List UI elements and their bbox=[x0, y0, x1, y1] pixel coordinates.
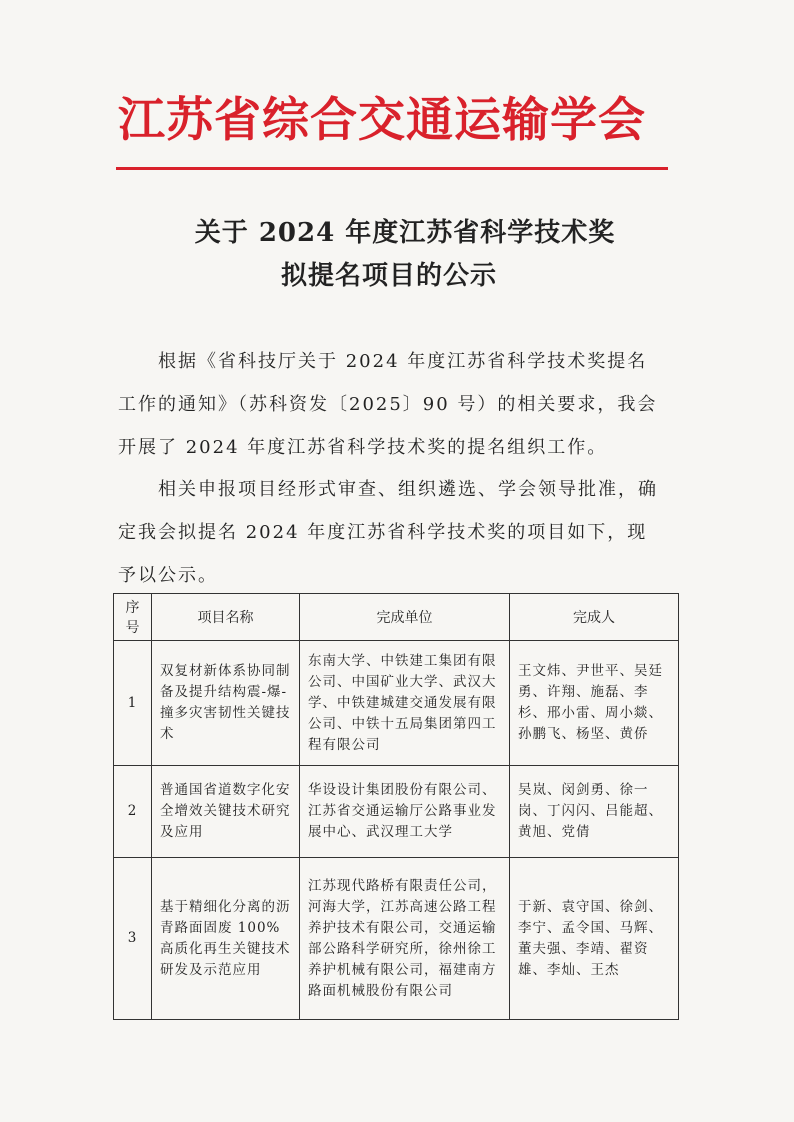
row-project-name: 双复材新体系协同制备及提升结构震-爆-撞多灾害韧性关键技术 bbox=[152, 641, 300, 766]
notice-title-line2: 拟提名项目的公示 bbox=[280, 261, 497, 291]
row-people: 王文炜、尹世平、吴廷勇、许翔、施磊、李杉、邢小雷、周小燚、孙鹏飞、杨坚、黄侨 bbox=[510, 641, 679, 766]
row-units: 华设设计集团股份有限公司、江苏省交通运输厅公路事业发展中心、武汉理工大学 bbox=[300, 766, 510, 858]
body-paragraph-2: 相关申报项目经形式审查、组织遴选、学会领导批准，确定我会拟提名 2024 年度江苏省科学技术奖的项目如下，现予以公示。 bbox=[118, 479, 658, 586]
row-project-name: 普通国省道数字化安全增效关键技术研究及应用 bbox=[152, 766, 300, 858]
row-num: 1 bbox=[114, 641, 152, 766]
row-units: 东南大学、中铁建工集团有限公司、中国矿业大学、武汉大学、中铁建城建交通发展有限公司、中铁十五局集团第四工程有限公司 bbox=[300, 641, 510, 766]
notice-title-line1: 关于 2024 年度江苏省科学技术奖 bbox=[194, 218, 616, 248]
table-row bbox=[114, 766, 679, 858]
organization-header: 江苏省综合交通运输学会 bbox=[118, 93, 646, 148]
col-header-num: 序号 bbox=[114, 594, 152, 641]
projects-table bbox=[113, 593, 679, 1020]
table-header-row bbox=[114, 594, 679, 641]
row-people: 于新、袁守国、徐剑、李宁、孟令国、马辉、董夫强、李靖、翟资雄、李灿、王杰 bbox=[510, 858, 679, 1020]
body-paragraph-1: 根据《省科技厅关于 2024 年度江苏省科学技术奖提名工作的通知》（苏科资发〔2025〕90 号）的相关要求，我会开展了 2024 年度江苏省科学技术奖的提名组织工作。 bbox=[118, 351, 658, 458]
table-row bbox=[114, 641, 679, 766]
row-people: 吴岚、闵剑勇、徐一岗、丁闪闪、吕能超、黄旭、党倩 bbox=[510, 766, 679, 858]
row-project-name: 基于精细化分离的沥青路面固废 100%高质化再生关键技术研发及示范应用 bbox=[152, 858, 300, 1020]
table-row bbox=[114, 858, 679, 1020]
row-num: 2 bbox=[114, 766, 152, 858]
header-divider bbox=[116, 167, 668, 170]
row-num: 3 bbox=[114, 858, 152, 1020]
col-header-people: 完成人 bbox=[510, 594, 679, 641]
row-units: 江苏现代路桥有限责任公司，河海大学，江苏高速公路工程养护技术有限公司，交通运输部公路科学研究所，徐州徐工养护机械有限公司，福建南方路面机械股份有限公司 bbox=[300, 858, 510, 1020]
col-header-name: 项目名称 bbox=[152, 594, 300, 641]
col-header-units: 完成单位 bbox=[300, 594, 510, 641]
